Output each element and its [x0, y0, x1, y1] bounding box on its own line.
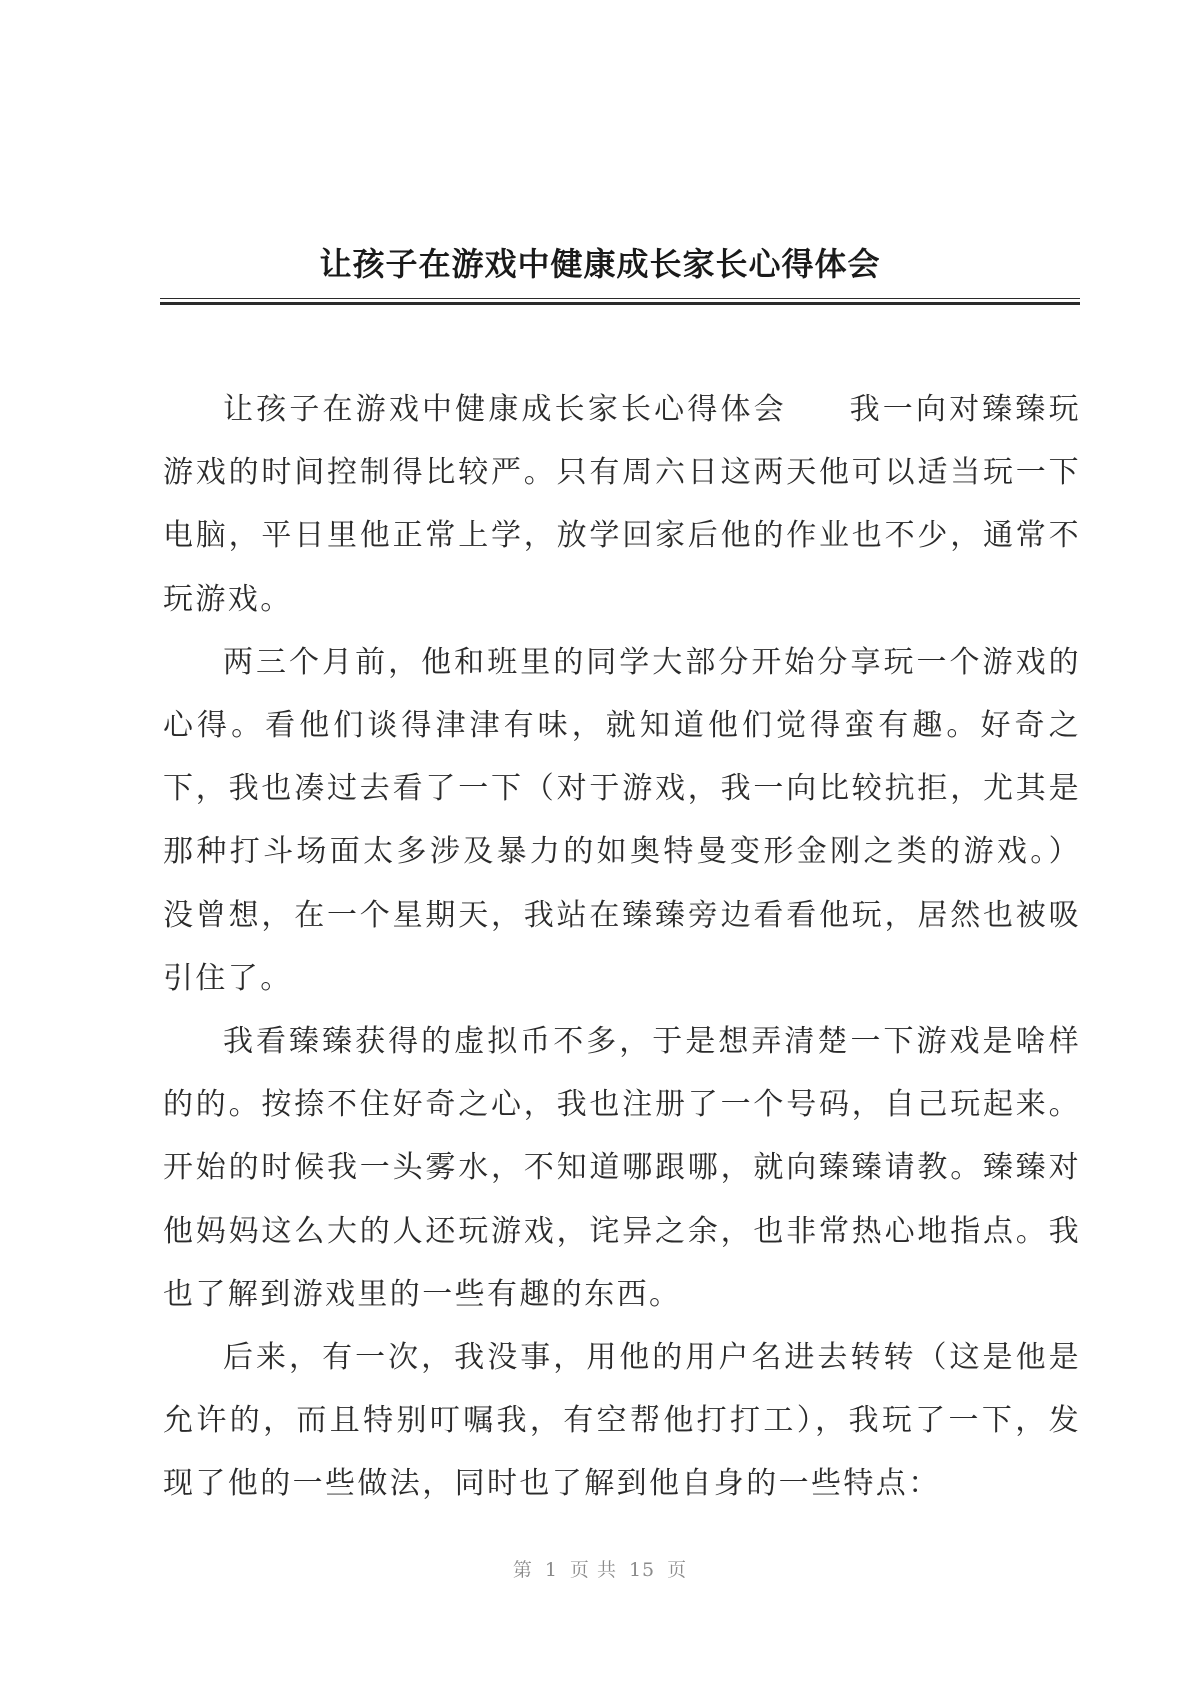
- document-body: [163, 378, 1081, 1516]
- paragraph-4: 后来，有一次，我没事，用他的用户名进去转转（这是他是允许的，而且特别叮嘱我，有空帮他打打工），我玩了一下，发现了他的一些做法，同时也了解到他自身的一些特点：: [163, 1340, 1081, 1502]
- footer-total-pages: 15: [628, 1559, 656, 1581]
- footer-current-page: 1: [544, 1559, 558, 1581]
- paragraph-3: 我看臻臻获得的虚拟币不多，于是想弄清楚一下游戏是啥样的的。按捺不住好奇之心，我也注册了一个号码，自己玩起来。开始的时候我一头雾水，不知道哪跟哪，就向臻臻请教。臻臻对他妈妈这么大的人还玩游戏，诧异之余，也非常热心地指点。我也了解到游戏里的一些有趣的东西。: [163, 1024, 1081, 1312]
- footer-label-pages: 页: [667, 1559, 688, 1581]
- title-rule-thin: [160, 298, 1080, 299]
- document-title: 让孩子在游戏中健康成长家长心得体会: [319, 245, 881, 283]
- footer-label-of: 页 共: [569, 1559, 617, 1581]
- page-footer: [0, 1555, 1200, 1582]
- paragraph-2: 两三个月前，他和班里的同学大部分开始分享玩一个游戏的心得。看他们谈得津津有味，就知道他们觉得蛮有趣。好奇之下，我也凑过去看了一下（对于游戏，我一向比较抗拒，尤其是那种打斗场面太多涉及暴力的如奥特曼变形金刚之类的游戏。）没曾想，在一个星期天，我站在臻臻旁边看看他玩，居然也被吸引住了。: [163, 644, 1081, 996]
- title-rule-thick: [160, 302, 1080, 305]
- footer-label-page: 第: [512, 1559, 533, 1581]
- paragraph-1-text: 我一向对臻臻玩游戏的时间控制得比较严。只有周六日这两天他可以适当玩一下电脑，平日里他正常上学，放学回家后他的作业也不少，通常不玩游戏。: [163, 392, 1081, 617]
- title-double-rule: [160, 298, 1080, 306]
- paragraph-1: [163, 378, 1081, 631]
- paragraph-1-lead: 让孩子在游戏中健康成长家长心得体会: [223, 392, 787, 427]
